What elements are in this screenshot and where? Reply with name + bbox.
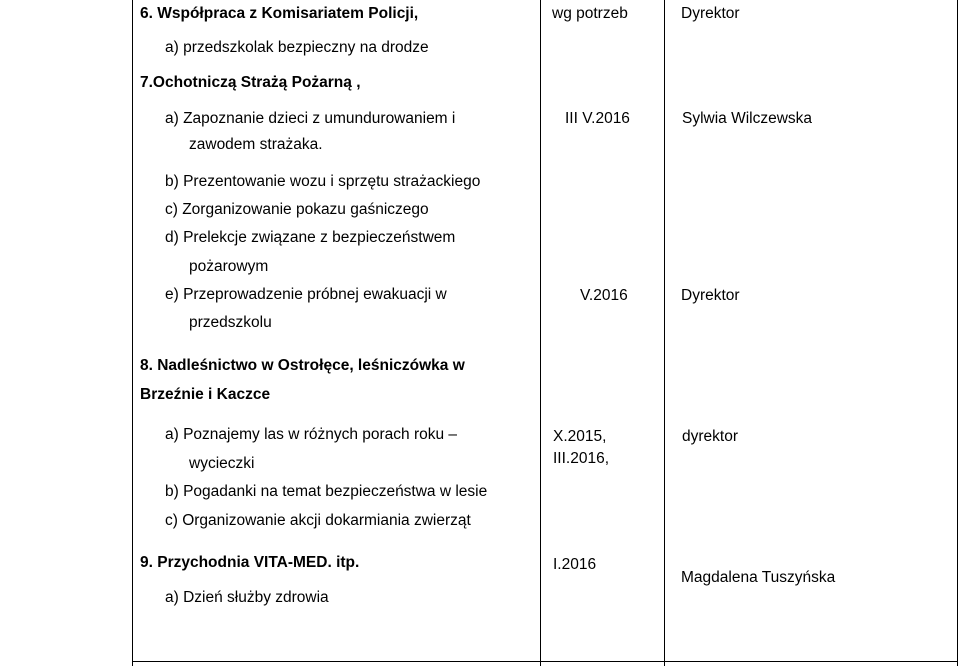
section-7-heading: 7.Ochotniczą Strażą Pożarną , <box>140 74 361 91</box>
section-7-item-d-line1: d) Prelekcje związane z bezpieczeństwem <box>165 229 456 246</box>
section-7-item-c: c) Zorganizowanie pokazu gaśniczego <box>165 201 429 218</box>
section-8-heading-line2: Brzeźnie i Kaczce <box>140 386 271 403</box>
section-9-term: I.2016 <box>553 556 597 573</box>
section-7-item-e-line1: e) Przeprowadzenie próbnej ewakuacji w <box>165 286 447 303</box>
section-8-term-line1: X.2015, <box>553 428 607 445</box>
table-border-right <box>957 0 958 666</box>
section-7-person-e: Dyrektor <box>681 287 740 304</box>
section-6-person: Dyrektor <box>681 5 740 22</box>
section-6-heading: 6. Współpraca z Komisariatem Policji, <box>140 5 419 22</box>
section-7-item-d-line2: pożarowym <box>189 258 269 275</box>
section-7-item-b: b) Prezentowanie wozu i sprzętu strażackiego <box>165 173 481 190</box>
column-divider-person <box>664 0 665 666</box>
section-7-item-e-line2: przedszkolu <box>189 314 272 331</box>
section-7-item-a-line2: zawodem strażaka. <box>189 136 323 153</box>
table-border-left <box>132 0 133 666</box>
section-9-item-a: a) Dzień służby zdrowia <box>165 589 329 606</box>
section-7-person-a: Sylwia Wilczewska <box>682 110 813 127</box>
section-6-term: wg potrzeb <box>552 5 628 22</box>
section-7-term-e: V.2016 <box>580 287 628 304</box>
section-8-term-line2: III.2016, <box>553 450 610 467</box>
section-6-item-a: a) przedszkolak bezpieczny na drodze <box>165 39 429 56</box>
section-8-heading-line1: 8. Nadleśnictwo w Ostrołęce, leśniczówka w <box>140 357 465 374</box>
table-border-bottom <box>132 661 958 662</box>
section-7-item-a-line1: a) Zapoznanie dzieci z umundurowaniem i <box>165 110 456 127</box>
section-8-item-a-line2: wycieczki <box>189 455 255 472</box>
section-8-item-b: b) Pogadanki na temat bezpieczeństwa w lesie <box>165 483 488 500</box>
section-9-heading: 9. Przychodnia VITA-MED. itp. <box>140 554 360 571</box>
section-9-person: Magdalena Tuszyńska <box>681 569 836 586</box>
section-8-item-c: c) Organizowanie akcji dokarmiania zwierząt <box>165 512 471 529</box>
column-divider-term <box>540 0 541 666</box>
section-8-item-a-line1: a) Poznajemy las w różnych porach roku – <box>165 426 458 443</box>
section-7-term-a: III V.2016 <box>565 110 630 127</box>
section-8-person: dyrektor <box>682 428 738 445</box>
